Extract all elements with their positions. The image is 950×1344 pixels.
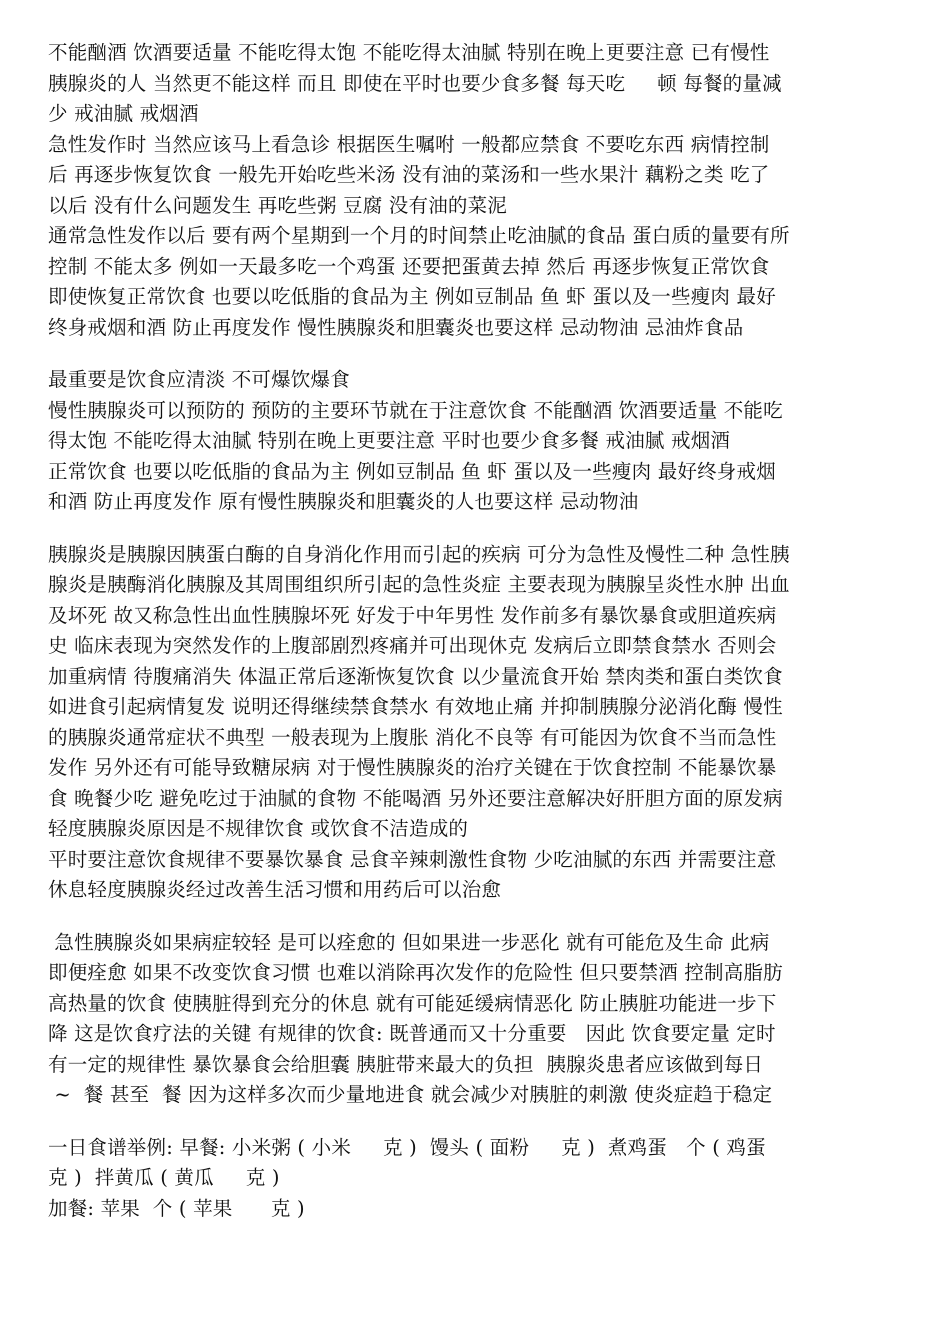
text-line: 平时要注意饮食规律不要暴饮暴食 忌食辛辣刺激性食物 少吃油腻的东西 并需要注意: [48, 847, 777, 871]
text-line: 控制 不能太多 例如一天最多吃一个鸡蛋 还要把蛋黄去掉 然后 再逐步恢复正常饮食: [48, 254, 770, 278]
text-line: 的胰腺炎通常症状不典型 一般表现为上腹胀 消化不良等 有可能因为饮食不当而急性: [48, 725, 777, 749]
text-line: 通常急性发作以后 要有两个星期到一个月的时间禁止吃油腻的食品 蛋白质的量要有所: [48, 224, 790, 247]
text-line: 急性胰腺炎如果病症较轻 是可以痊愈的 但如果进一步恶化 就有可能危及生命 此病: [48, 930, 770, 954]
text-line: 加重病情 待腹痛消失 体温正常后逐渐恢复饮食 以少量流食开始 禁肉类和蛋白类饮食: [48, 664, 783, 688]
text-line: 急性发作时 当然应该马上看急诊 根据医生嘱咐 一般都应禁食 不要吃东西 病情控制: [48, 132, 770, 156]
paragraph-prevention: [48, 365, 918, 518]
text-line: 有一定的规律性 暴饮暴食会给胆囊 胰脏带来最大的负担 胰腺炎患者应该做到每日: [48, 1052, 764, 1076]
text-line: 胰腺炎的人 当然更不能这样 而且 即使在平时也要少食多餐 每天吃 顿 每餐的量减: [48, 71, 782, 95]
text-line: 后 再逐步恢复饮食 一般先开始吃些米汤 没有油的菜汤和一些水果汁 藕粉之类 吃了: [48, 163, 770, 186]
text-line: 食 晚餐少吃 避免吃过于油腻的食物 不能喝酒 另外还要注意解决好肝胆方面的原发病: [48, 786, 783, 810]
text-line: 不能酗酒 饮酒要适量 不能吃得太饱 不能吃得太油腻 特别在晚上更要注意 已有慢性: [48, 41, 770, 64]
text-line: 即便痊愈 如果不改变饮食习惯 也难以消除再次发作的危险性 但只要禁酒 控制高脂肪: [48, 961, 783, 984]
paragraph-gap: [48, 1111, 918, 1133]
paragraph-diet-therapy: [48, 928, 918, 1111]
text-line: 终身戒烟和酒 防止再度发作 慢性胰腺炎和胆囊炎也要这样 忌动物油 忌油炸食品: [48, 315, 744, 339]
text-line: 如进食引起病情复发 说明还得继续禁食禁水 有效地止痛 并抑制胰腺分泌消化酶 慢性: [48, 695, 783, 718]
paragraph-gap: [48, 518, 918, 540]
text-line: 及坏死 故又称急性出血性胰腺坏死 好发于中年男性 发作前多有暴饮暴食或胆道疾病: [48, 603, 777, 627]
text-line: 以后 没有什么问题发生 再吃些粥 豆腐 没有油的菜泥: [48, 193, 507, 217]
paragraph-diet-advice: [48, 38, 918, 343]
text-line: 一日食谱举例: 早餐: 小米粥 ( 小米 克 ) 馒头 ( 面粉 克 ) 煮鸡蛋 个 ( 鸡蛋: [48, 1135, 766, 1159]
text-line: 休息轻度胰腺炎经过改善生活习惯和用药后可以治愈: [48, 878, 502, 901]
paragraph-gap: [48, 906, 918, 928]
text-line: 和酒 防止再度发作 原有慢性胰腺炎和胆囊炎的人也要这样 忌动物油: [48, 490, 639, 513]
document-page: [48, 38, 918, 1224]
text-line: 腺炎是胰酶消化胰腺及其周围组织所引起的急性炎症 主要表现为胰腺呈炎性水肿 出血: [48, 573, 790, 596]
text-line: 少 戒油腻 戒烟酒: [48, 102, 199, 125]
text-line: 胰腺炎是胰腺因胰蛋白酶的自身消化作用而引起的疾病 可分为急性及慢性二种 急性胰: [48, 542, 790, 566]
text-line: ~ 餐 甚至 餐 因为这样多次而少量地进食 就会减少对胰脏的刺激 使炎症趋于稳定: [48, 1083, 773, 1106]
text-line: 克 ) 拌黄瓜 ( 黄瓜 克 ): [48, 1166, 280, 1189]
paragraph-gap: [48, 343, 918, 365]
paragraph-pancreatitis-overview: [48, 540, 918, 906]
text-line: 加餐: 苹果 个 ( 苹果 克 ): [48, 1196, 305, 1220]
text-line: 最重要是饮食应清淡 不可爆饮爆食: [48, 368, 350, 391]
text-line: 史 临床表现为突然发作的上腹部剧烈疼痛并可出现休克 发病后立即禁食禁水 否则会: [48, 634, 777, 657]
text-line: 慢性胰腺炎可以预防的 预防的主要环节就在于注意饮食 不能酗酒 饮酒要适量 不能吃: [48, 398, 783, 422]
text-line: 正常饮食 也要以吃低脂的食品为主 例如豆制品 鱼 虾 蛋以及一些瘦肉 最好终身戒烟: [48, 459, 776, 483]
text-line: 发作 另外还有可能导致糖尿病 对于慢性胰腺炎的治疗关键在于饮食控制 不能暴饮暴: [48, 756, 777, 779]
paragraph-sample-menu: [48, 1133, 918, 1225]
text-line: 高热量的饮食 使胰脏得到充分的休息 就有可能延缓病情恶化 防止胰脏功能进一步下: [48, 991, 777, 1015]
text-line: 轻度胰腺炎原因是不规律饮食 或饮食不洁造成的: [48, 817, 469, 840]
text-line: 得太饱 不能吃得太油腻 特别在晚上更要注意 平时也要少食多餐 戒油腻 戒烟酒: [48, 429, 731, 452]
text-line: 降 这是饮食疗法的关键 有规律的饮食: 既普通而又十分重要 因此 饮食要定量 定时: [48, 1022, 776, 1045]
text-line: 即使恢复正常饮食 也要以吃低脂的食品为主 例如豆制品 鱼 虾 蛋以及一些瘦肉 最好: [48, 285, 776, 308]
